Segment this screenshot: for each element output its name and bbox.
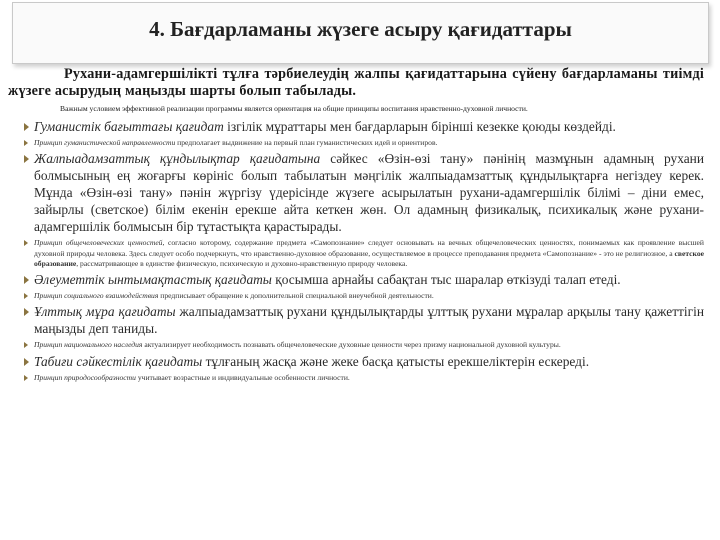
principle-text: тұлғаның жасқа және жеке басқа қатысты ерекшеліктерін ескереді. — [202, 353, 590, 369]
principle-name: Принцип национального наследия — [34, 340, 143, 350]
principle-text: жалпыадамзаттық рухани құндылықтарды ұлттық рухани мұралар арқылы тану қажеттігін маңызды деп таниды. — [34, 304, 704, 337]
principle-name: Принцип гуманистической направленности — [34, 138, 176, 147]
principle-text: сәйкес «Өзін-өзі тану» пәнінің мазмұнын адамның рухани болмысының ең жоғарғы көрініс болып табылатын мәңгілік жалпыадамзаттық құндылықтарға негіздеу керек. Мұнда «Өзін-өзі тану» пәнін жүргізу үдерісінде жүзеге асырылатын рухани-адамгершілік білімі – діни емес, зайырлы (светское) білім екенін ерекше айта кеткен жөн. Ол адамның физикалық, психикалық және рухани-адамгершілік болмысын бір тұтастықта қарастырады. — [34, 151, 704, 235]
principle-emphasis: светское образование — [34, 248, 704, 268]
principle-name: Принцип социального взаимодействия — [34, 291, 159, 301]
intro-paragraph-ru: Важным условием эффективной реализации программы является ориентация на общие принципы воспитания нравственно-духовной личности. — [60, 104, 528, 113]
page-title: 4. Бағдарламаны жүзеге асыру қағидаттары — [149, 17, 572, 41]
bullet-arrow-icon — [24, 342, 28, 348]
list-item — [8, 138, 704, 148]
principle-name: Принцип общечеловеческих ценностей — [34, 238, 163, 248]
principle-name: Жалпыадамзаттық құндылықтар қағидатына — [34, 151, 321, 167]
principle-text: қосымша арнайы сабақтан тыс шаралар өткізуді талап етеді. — [271, 272, 621, 288]
bullet-arrow-icon — [24, 240, 28, 246]
principle-name: Әлеуметтік ынтымақтастық қағидаты — [34, 272, 272, 288]
principle-text: учитывает возрастные и индивидуальные особенности личности. — [135, 372, 350, 382]
principle-text: актуализирует необходимость познавать общечеловеческие духовные ценности через призму национальной духовной культуры. — [142, 340, 561, 350]
bullet-arrow-icon — [24, 375, 28, 381]
list-item — [8, 353, 704, 370]
principle-name: Принцип природосообразности — [34, 372, 136, 382]
bullet-arrow-icon — [24, 308, 29, 316]
bullet-arrow-icon — [24, 140, 28, 146]
content — [8, 66, 704, 385]
list-item — [8, 373, 704, 383]
list-item — [8, 271, 704, 288]
bullet-arrow-icon — [24, 276, 29, 284]
title-box — [12, 2, 709, 64]
list-item — [8, 118, 704, 135]
principle-text: , согласно которому, содержание предмета «Самопознание» следует основывать на вечных общечеловеческих ценностях, понимаемых как проявление высшей духовной природы человека. Здесь следует особо подчеркнуть, что нравственно-духовное образование, осуществляемое в процессе преподавания предмета «Самопознание» - это не религиозное, а — [34, 238, 704, 258]
list-item — [8, 303, 704, 337]
list-item — [8, 238, 704, 269]
bullet-arrow-icon — [24, 358, 29, 366]
principle-text: предписывает обращение к дополнительной специальной внеучебной деятельности. — [158, 291, 434, 301]
principle-text: предполагает выдвижение на первый план гуманистических идей и ориентиров. — [175, 138, 438, 147]
principle-name: Гуманистік бағыттағы қағидат — [34, 119, 224, 134]
list-item — [8, 150, 704, 235]
principle-name: Ұлттық мұра қағидаты — [34, 304, 176, 320]
bullet-arrow-icon — [24, 155, 29, 163]
list-item — [8, 340, 704, 350]
principle-name: Табиғи сәйкестілік қағидаты — [34, 353, 203, 369]
bullet-arrow-icon — [24, 293, 28, 299]
list-item — [8, 291, 704, 301]
intro-paragraph: Рухани-адамгершілікті тұлға тәрбиелеудің жалпы қағидаттарына сүйену бағдарламаны тиімді жүзеге асырудың маңызды шарты болып табылады. — [8, 66, 704, 99]
principle-text: ізгілік мұраттары мен бағдарларын бірінші кезекке қоюды көздейді. — [223, 119, 616, 134]
bullet-arrow-icon — [24, 123, 29, 131]
principle-text-tail: , рассматривающее в единстве физическую, психическую и духовно-нравственную природу человека. — [76, 258, 408, 268]
